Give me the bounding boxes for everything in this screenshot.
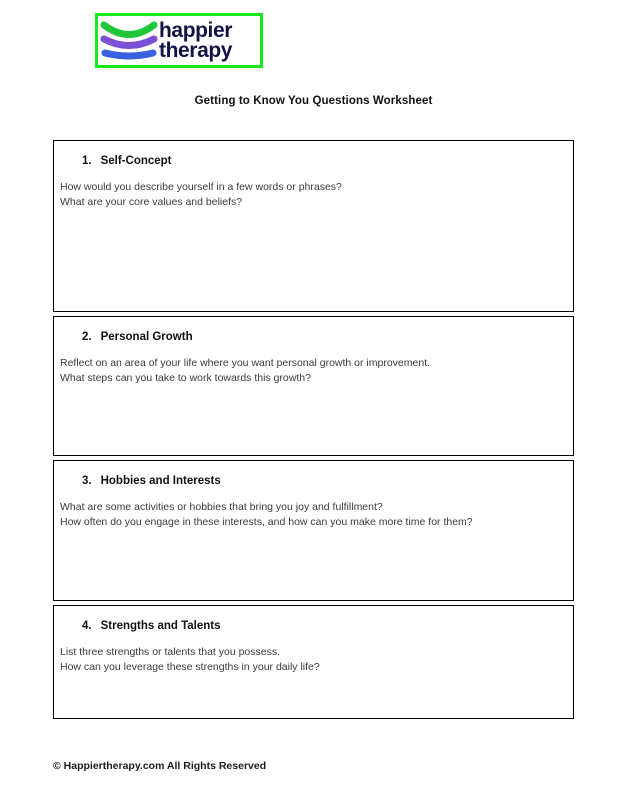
section-title-4: Strengths and Talents	[100, 620, 221, 632]
happier-therapy-logo	[95, 13, 263, 68]
footer-copyright: © Happiertherapy.com All Rights Reserved	[53, 760, 267, 772]
section-title-2: Personal Growth	[100, 331, 193, 343]
logo-wordmark	[159, 21, 260, 60]
page-title: Getting to Know You Questions Worksheet	[194, 95, 433, 107]
question-text: What are some activities or hobbies that bring you joy and fulfillment?	[60, 501, 383, 513]
worksheet-section-4	[53, 605, 574, 719]
logo-word-therapy: therapy	[159, 38, 233, 62]
section-questions-3	[54, 487, 573, 530]
logo-arcs-icon	[100, 18, 158, 64]
section-number-4: 4.	[82, 620, 92, 632]
worksheet-section-1	[53, 140, 574, 312]
section-heading-4	[54, 606, 573, 632]
section-heading-1	[54, 141, 573, 167]
worksheet-section-3	[53, 460, 574, 601]
section-questions-1	[54, 167, 573, 210]
question-text: How would you describe yourself in a few words or phrases?	[60, 181, 342, 193]
section-number-3: 3.	[82, 475, 92, 487]
section-number-1: 1.	[82, 155, 92, 167]
section-questions-2	[54, 343, 573, 386]
worksheet-section-2	[53, 316, 574, 456]
section-heading-3	[54, 461, 573, 487]
question-text: How often do you engage in these interests, and how can you make more time for them?	[60, 515, 473, 528]
section-title-1: Self-Concept	[100, 155, 172, 167]
section-number-2: 2.	[82, 331, 92, 343]
question-text: Reflect on an area of your life where you want personal growth or improvement.	[60, 357, 431, 369]
question-text: How can you leverage these strengths in your daily life?	[60, 660, 320, 673]
question-text: What are your core values and beliefs?	[60, 195, 243, 208]
logo-word-happier: happier	[159, 19, 233, 43]
question-text: What steps can you take to work towards this growth?	[60, 371, 311, 384]
section-heading-2	[54, 317, 573, 343]
question-text: List three strengths or talents that you possess.	[60, 646, 281, 658]
worksheet-table	[53, 140, 574, 719]
section-title-3: Hobbies and Interests	[100, 475, 221, 487]
section-questions-4	[54, 632, 573, 675]
